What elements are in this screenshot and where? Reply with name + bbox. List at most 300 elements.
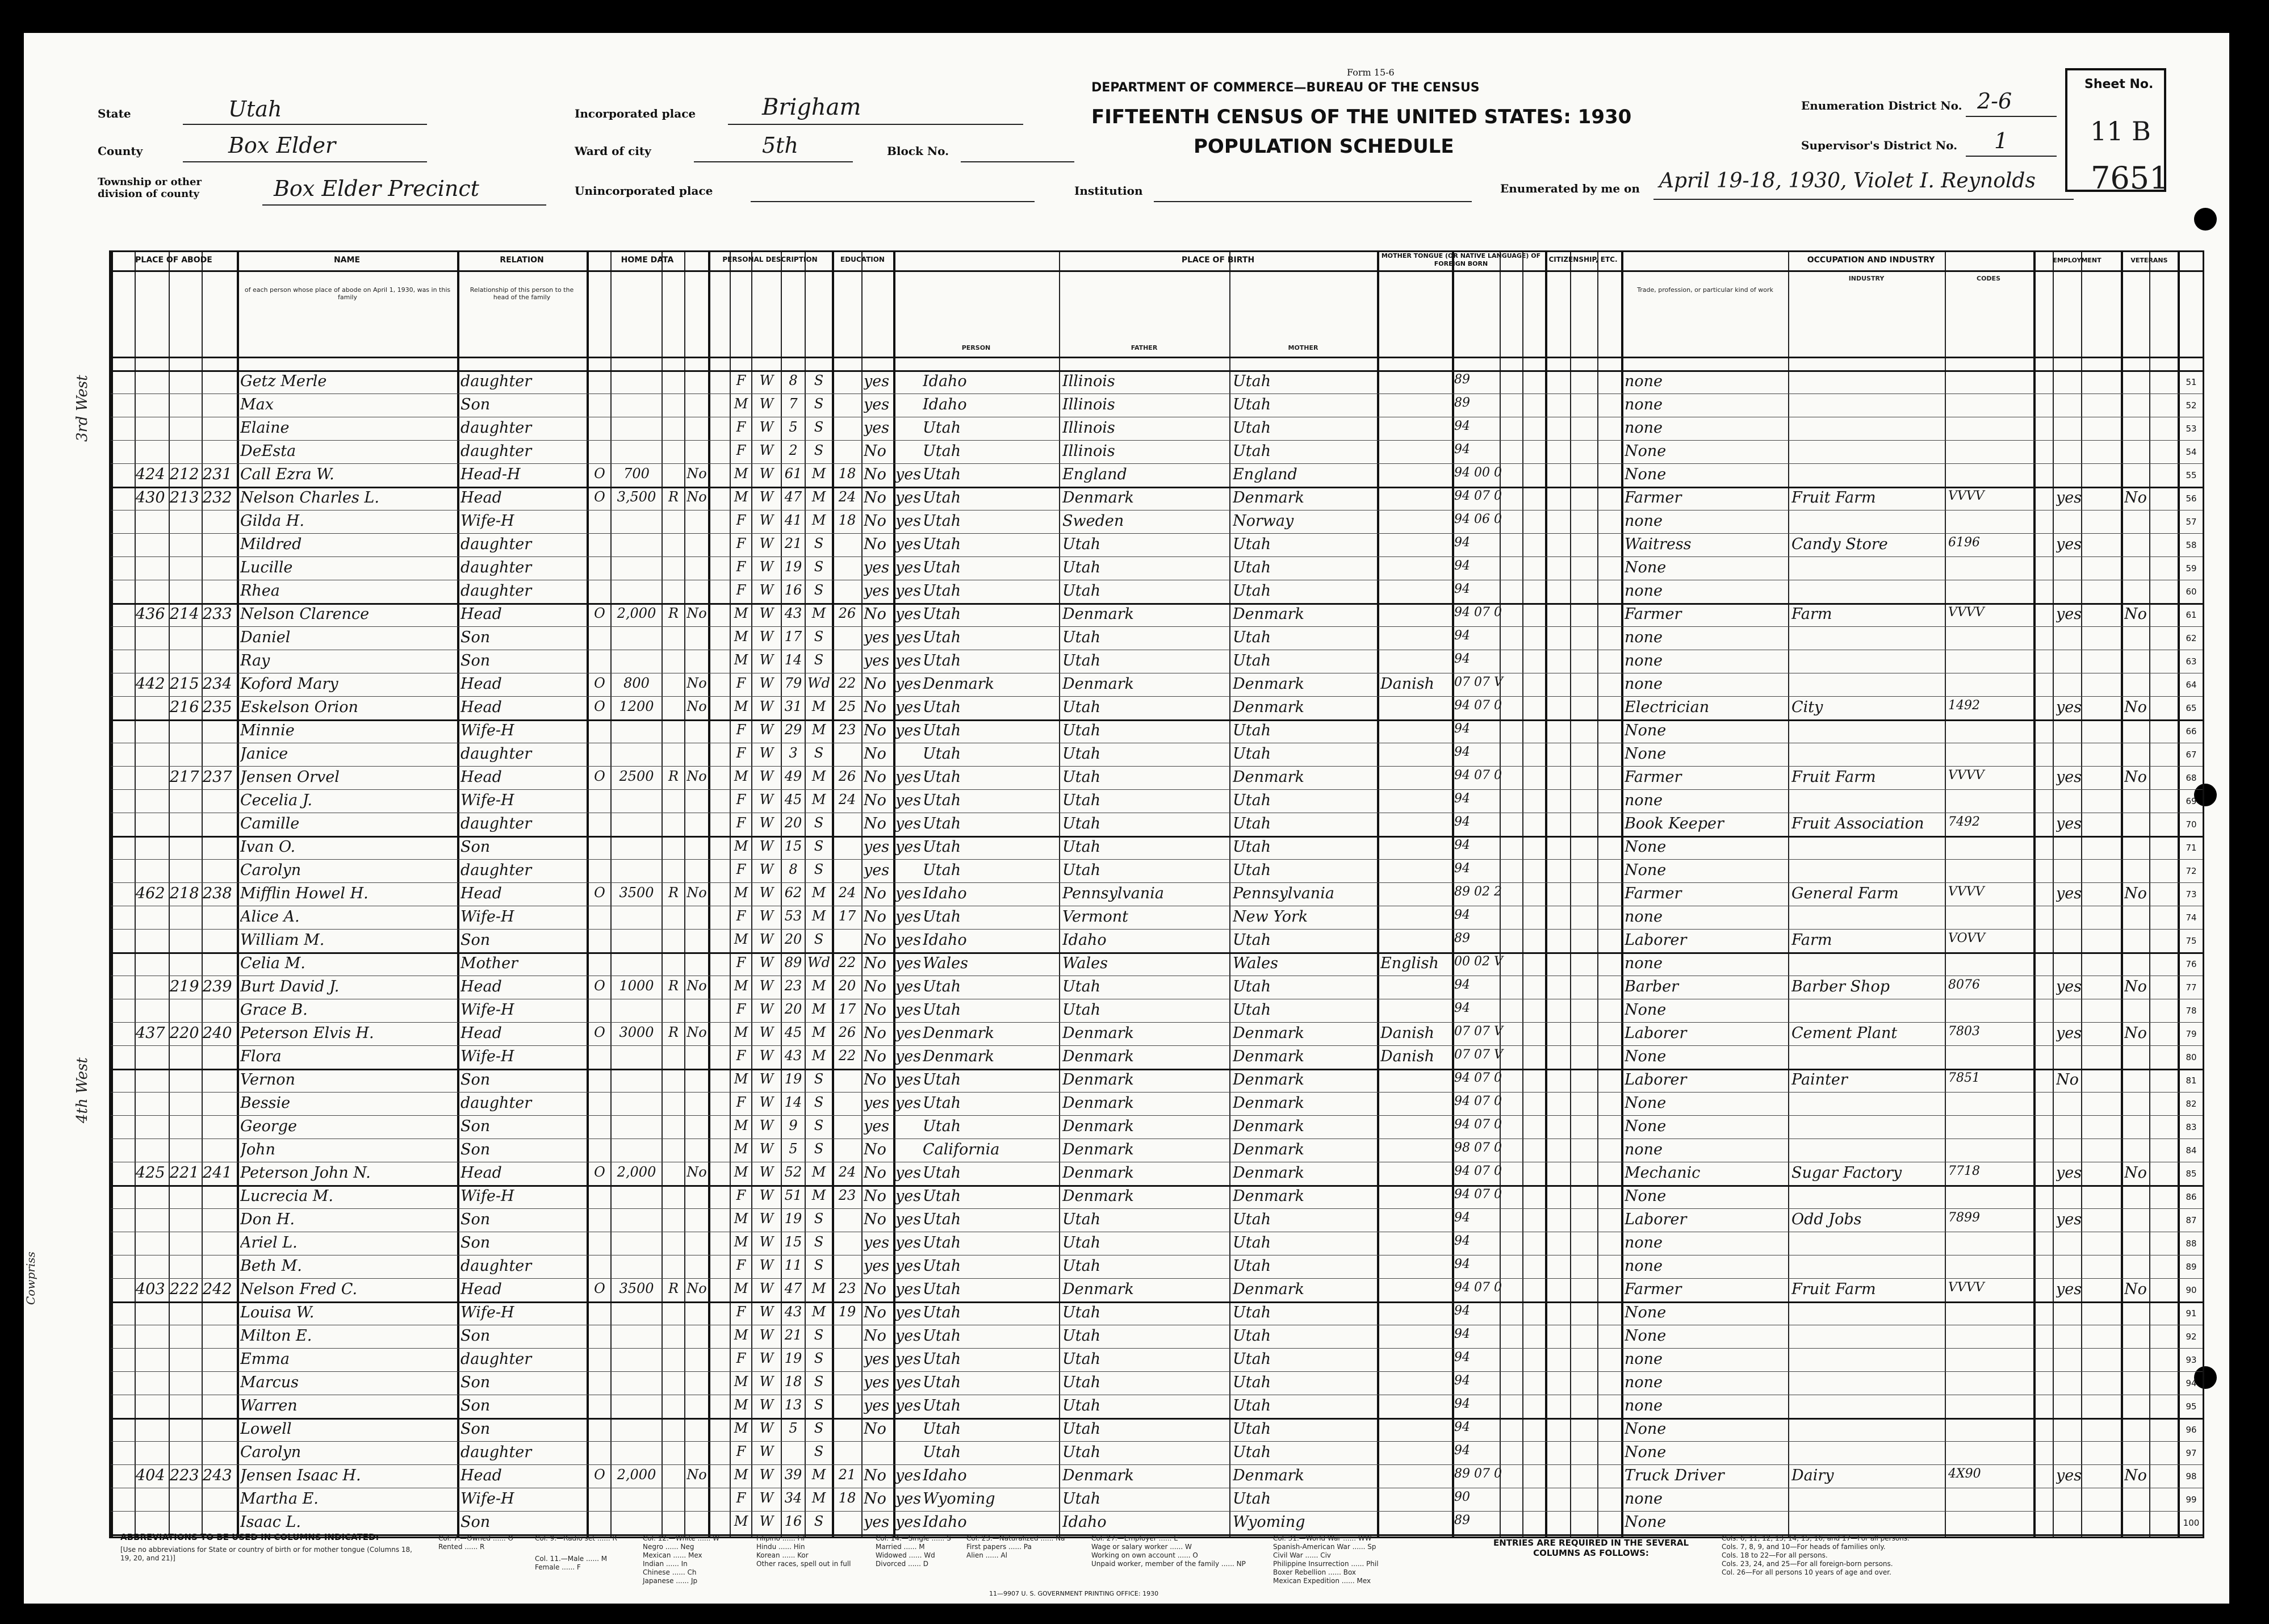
cell-bp: Utah <box>923 1257 961 1275</box>
cell-sex: M <box>734 1467 748 1483</box>
cell-ca: 94 <box>1454 1443 1470 1458</box>
cell-race: W <box>759 535 774 551</box>
cell-fbp: Illinois <box>1062 419 1115 437</box>
cell-emp: yes <box>2056 605 2082 623</box>
cell-ms: S <box>814 559 824 575</box>
cell-am: 24 <box>838 885 856 901</box>
cell-rel: Wife-H <box>461 1304 514 1321</box>
cell-own: O <box>594 978 605 994</box>
cell-rel: Wife-H <box>461 1001 514 1019</box>
cell-f: 237 <box>203 768 232 786</box>
cell-ca: 94 <box>1454 792 1470 806</box>
county-label: County <box>98 144 143 158</box>
form-number: Form 15-6 <box>1347 67 1395 78</box>
group-employment: EMPLOYMENT <box>2053 257 2101 264</box>
cell-ca: 94 <box>1454 1350 1470 1365</box>
cell-rd: yes <box>895 535 922 553</box>
cell-own: O <box>594 1280 605 1296</box>
cell-race: W <box>759 1280 774 1296</box>
cell-age: 47 <box>784 489 802 505</box>
cell-race: W <box>759 1141 774 1157</box>
cell-occ: None <box>1625 745 1667 763</box>
incorporated-label: Incorporated place <box>575 107 696 120</box>
row-number: 52 <box>2186 400 2197 411</box>
unincorporated-label: Unincorporated place <box>575 184 713 198</box>
cell-sch: yes <box>864 372 890 390</box>
cell-f: 231 <box>203 466 232 483</box>
row-number: 94 <box>2186 1378 2197 1388</box>
cell-sex: F <box>736 419 746 435</box>
cell-ca: 98 07 0 <box>1454 1141 1502 1155</box>
cell-sch: No <box>864 1024 886 1042</box>
cell-sch: No <box>864 1211 886 1228</box>
cell-rel: Wife-H <box>461 792 514 809</box>
cell-farm: No <box>686 885 707 901</box>
cell-sch: No <box>864 815 886 832</box>
cell-mbp: Denmark <box>1233 1024 1304 1042</box>
group-mother-tongue: MOTHER TONGUE (OR NATIVE LANGUAGE) OF FOREIGN BORN <box>1381 252 1541 267</box>
cell-rel: Son <box>461 1141 491 1158</box>
binder-hole-top <box>2194 208 2217 231</box>
cell-mbp: Utah <box>1233 652 1271 669</box>
cell-age: 34 <box>784 1490 802 1506</box>
cell-code: 7718 <box>1948 1164 1980 1178</box>
cell-sch: No <box>864 605 886 623</box>
cell-occ: none <box>1625 1234 1663 1252</box>
cell-d: 216 <box>170 698 199 716</box>
cell-race: W <box>759 1513 774 1529</box>
cell-ca: 94 <box>1454 908 1470 922</box>
cell-age: 8 <box>789 372 798 388</box>
cell-rel: Head <box>461 1024 502 1042</box>
cell-rel: Son <box>461 1420 491 1438</box>
cell-am: 26 <box>838 1024 856 1040</box>
cell-ca: 89 <box>1454 372 1470 387</box>
row-number: 75 <box>2186 936 2197 946</box>
cell-sch: No <box>864 535 886 553</box>
cell-race: W <box>759 1397 774 1413</box>
cell-fbp: Utah <box>1062 1211 1101 1228</box>
cell-emp: yes <box>2056 698 2082 716</box>
cell-occ: None <box>1625 1443 1667 1461</box>
cell-occ: Barber <box>1625 978 1679 995</box>
cell-sch: No <box>864 1141 886 1158</box>
cell-bp: Utah <box>923 489 961 507</box>
cell-name: Cecelia J. <box>240 792 312 809</box>
cell-code: 8076 <box>1948 978 1980 992</box>
cell-race: W <box>759 838 774 854</box>
cell-fbp: Denmark <box>1062 1164 1134 1182</box>
cell-h: 430 <box>136 489 165 507</box>
cell-name: George <box>240 1117 297 1135</box>
row-number: 51 <box>2186 377 2197 387</box>
cell-race: W <box>759 512 774 528</box>
cell-age: 20 <box>784 1001 802 1017</box>
cell-name: Call Ezra W. <box>240 466 334 483</box>
cell-ms: S <box>814 1443 824 1459</box>
cell-bp: Denmark <box>923 1048 994 1065</box>
cell-val: 3500 <box>619 1280 654 1296</box>
cell-name: Ray <box>240 652 270 669</box>
cell-fbp: Illinois <box>1062 442 1115 460</box>
cell-code: 7803 <box>1948 1024 1980 1039</box>
cell-rd: yes <box>895 605 922 623</box>
cell-name: William M. <box>240 931 325 949</box>
cell-occ: None <box>1625 466 1667 483</box>
cell-fbp: Utah <box>1062 745 1101 763</box>
cell-mbp: Utah <box>1233 396 1271 413</box>
cell-sex: M <box>734 978 748 994</box>
cell-mbp: Wales <box>1233 955 1278 972</box>
cell-farm: No <box>686 1467 707 1483</box>
cell-ms: M <box>811 908 826 924</box>
cell-fbp: Denmark <box>1062 1024 1134 1042</box>
cell-ms: S <box>814 1234 824 1250</box>
row-number: 80 <box>2186 1052 2197 1062</box>
cell-am: 21 <box>838 1467 856 1483</box>
cell-age: 16 <box>784 1513 802 1529</box>
cell-occ: None <box>1625 1513 1667 1531</box>
footer-col14: Col. 14.—Single ...... S Married ...... M Widowed ...... Wd Divorced ...... D <box>876 1534 951 1568</box>
cell-mbp: Utah <box>1233 1374 1271 1391</box>
supervisor-label: Supervisor's District No. <box>1801 139 1958 152</box>
cell-lang: Danish <box>1380 1024 1435 1042</box>
cell-sex: F <box>736 908 746 924</box>
cell-bp: Utah <box>923 722 961 739</box>
cell-rd: yes <box>895 792 922 809</box>
cell-fbp: Illinois <box>1062 396 1115 413</box>
cell-sch: yes <box>864 1094 890 1112</box>
cell-name: DeEsta <box>240 442 296 460</box>
cell-h: 404 <box>136 1467 165 1484</box>
cell-rd: yes <box>895 582 922 600</box>
cell-age: 11 <box>784 1257 802 1273</box>
printer-line: 11—9907 U. S. GOVERNMENT PRINTING OFFICE: 1930 <box>989 1590 1159 1597</box>
cell-ms: S <box>814 419 824 435</box>
cell-rd: yes <box>895 1304 922 1321</box>
cell-fbp: Denmark <box>1062 1071 1134 1089</box>
cell-mbp: Utah <box>1233 861 1271 879</box>
cell-ms: S <box>814 372 824 388</box>
cell-occ: none <box>1625 1141 1663 1158</box>
cell-name: Getz Merle <box>240 372 327 390</box>
cell-sch: yes <box>864 861 890 879</box>
cell-sch: No <box>864 768 886 786</box>
group-occupation: OCCUPATION AND INDUSTRY <box>1807 256 1935 265</box>
group-education: EDUCATION <box>840 256 885 263</box>
cell-ms: S <box>814 396 824 412</box>
cell-d: 220 <box>170 1024 199 1042</box>
cell-age: 47 <box>784 1280 802 1296</box>
cell-sex: M <box>734 1141 748 1157</box>
cell-name: Peterson Elvis H. <box>240 1024 374 1042</box>
cell-fbp: Sweden <box>1062 512 1124 530</box>
cell-am: 24 <box>838 792 856 807</box>
cell-race: W <box>759 768 774 784</box>
cell-rel: daughter <box>461 815 532 832</box>
row-number: 76 <box>2186 959 2197 969</box>
cell-sex: M <box>734 489 748 505</box>
cell-occ: Waitress <box>1625 535 1692 553</box>
cell-race: W <box>759 489 774 505</box>
cell-fbp: Utah <box>1062 652 1101 669</box>
cell-sex: F <box>736 582 746 598</box>
cell-race: W <box>759 629 774 644</box>
cell-ms: M <box>811 466 826 482</box>
cell-mbp: Denmark <box>1233 1117 1304 1135</box>
row-number: 85 <box>2186 1169 2197 1179</box>
cell-sch: yes <box>864 838 890 856</box>
cell-occ: none <box>1625 675 1663 693</box>
cell-bp: Idaho <box>923 396 967 413</box>
cell-age: 14 <box>784 652 802 668</box>
cell-bp: Utah <box>923 1304 961 1321</box>
subhead-name: of each person whose place of abode on April 1, 1930, was in this family <box>244 286 451 301</box>
cell-sex: F <box>736 1094 746 1110</box>
cell-ca: 90 <box>1454 1490 1470 1504</box>
cell-age: 39 <box>784 1467 802 1483</box>
row-number: 93 <box>2186 1355 2197 1365</box>
cell-rd: yes <box>895 1513 922 1531</box>
cell-name: Daniel <box>240 629 291 646</box>
cell-race: W <box>759 861 774 877</box>
cell-sex: M <box>734 1071 748 1087</box>
cell-name: Lowell <box>240 1420 292 1438</box>
row-number: 92 <box>2186 1332 2197 1342</box>
cell-fbp: Vermont <box>1062 908 1129 926</box>
cell-val: 700 <box>623 466 650 482</box>
cell-sex: M <box>734 629 748 644</box>
cell-ca: 94 <box>1454 629 1470 643</box>
cell-rd: yes <box>895 1490 922 1508</box>
cell-bp: Utah <box>923 792 961 809</box>
cell-lang: Danish <box>1380 1048 1435 1065</box>
cell-occ: none <box>1625 1350 1663 1368</box>
cell-name: Max <box>240 396 274 413</box>
cell-fbp: England <box>1062 466 1127 483</box>
cell-race: W <box>759 1211 774 1227</box>
cell-sex: F <box>736 372 746 388</box>
cell-ca: 94 <box>1454 1374 1470 1388</box>
cell-name: Minnie <box>240 722 295 739</box>
group-place-of-birth: PLACE OF BIRTH <box>1181 256 1255 265</box>
cell-rel: Son <box>461 1117 491 1135</box>
cell-f: 232 <box>203 489 232 507</box>
cell-rel: Son <box>461 1211 491 1228</box>
cell-sex: F <box>736 535 746 551</box>
cell-sex: M <box>734 698 748 714</box>
cell-sch: No <box>864 675 886 693</box>
cell-bp: Utah <box>923 559 961 576</box>
cell-am: 23 <box>838 1187 856 1203</box>
cell-age: 43 <box>784 1304 802 1320</box>
cell-rel: Wife-H <box>461 722 514 739</box>
cell-f: 233 <box>203 605 232 623</box>
cell-bp: Utah <box>923 1117 961 1135</box>
cell-race: W <box>759 442 774 458</box>
cell-bp: California <box>923 1141 1000 1158</box>
cell-emp: yes <box>2056 1467 2082 1484</box>
cell-rd: yes <box>895 489 922 507</box>
cell-occ: Laborer <box>1625 931 1687 949</box>
cell-occ: none <box>1625 582 1663 600</box>
cell-d: 215 <box>170 675 199 693</box>
cell-rel: Son <box>461 629 491 646</box>
cell-code: VVVV <box>1948 1280 1985 1295</box>
cell-emp: yes <box>2056 815 2082 832</box>
cell-mbp: Denmark <box>1233 1071 1304 1089</box>
cell-sch: No <box>864 908 886 926</box>
state-label: State <box>98 107 131 120</box>
cell-race: W <box>759 1234 774 1250</box>
institution-label: Institution <box>1074 184 1143 198</box>
cell-bp: Utah <box>923 1001 961 1019</box>
cell-mbp: Utah <box>1233 1001 1271 1019</box>
enumerated-value: April 19-18, 1930, Violet I. Reynolds <box>1659 169 2036 192</box>
cell-age: 89 <box>784 955 802 970</box>
cell-occ: Truck Driver <box>1625 1467 1724 1484</box>
cell-ms: S <box>814 1071 824 1087</box>
cell-rad: R <box>668 605 679 621</box>
cell-ca: 94 <box>1454 419 1470 433</box>
cell-code: 6196 <box>1948 535 1980 550</box>
cell-bp: Utah <box>923 745 961 763</box>
cell-rel: Head <box>461 1164 502 1182</box>
cell-emp: yes <box>2056 1280 2082 1298</box>
cell-rel: Head <box>461 768 502 786</box>
row-number: 99 <box>2186 1495 2197 1505</box>
cell-fbp: Utah <box>1062 768 1101 786</box>
cell-ca: 94 <box>1454 745 1470 759</box>
cell-occ: None <box>1625 722 1667 739</box>
row-number: 79 <box>2186 1029 2197 1039</box>
abbrev-note: [Use no abbreviations for State or country of birth or for mother tongue (Columns 18, 19, 20, and 21)] <box>120 1546 412 1562</box>
cell-name: Flora <box>240 1048 282 1065</box>
cell-race: W <box>759 1467 774 1483</box>
cell-sch: yes <box>864 1513 890 1531</box>
cell-rel: Head-H <box>461 466 521 483</box>
cell-rad: R <box>668 885 679 901</box>
cell-occ: none <box>1625 955 1663 972</box>
cell-mbp: Denmark <box>1233 1467 1304 1484</box>
cell-ind: Candy Store <box>1791 535 1888 553</box>
row-number: 60 <box>2186 587 2197 597</box>
cell-race: W <box>759 792 774 807</box>
cell-sch: yes <box>864 1374 890 1391</box>
cell-occ: none <box>1625 629 1663 646</box>
cell-own: O <box>594 1164 605 1180</box>
cell-vet: No <box>2124 698 2147 716</box>
cell-occ: Book Keeper <box>1625 815 1724 832</box>
cell-val: 2500 <box>619 768 654 784</box>
cell-age: 16 <box>784 582 802 598</box>
cell-mbp: Utah <box>1233 1490 1271 1508</box>
cell-bp: Idaho <box>923 1467 967 1484</box>
cell-farm: No <box>686 605 707 621</box>
row-number: 87 <box>2186 1215 2197 1225</box>
schedule-title: POPULATION SCHEDULE <box>1194 135 1454 158</box>
cell-race: W <box>759 908 774 924</box>
cell-name: Alice A. <box>240 908 300 926</box>
cell-rel: Head <box>461 1467 502 1484</box>
row-number: 66 <box>2186 726 2197 736</box>
cell-race: W <box>759 722 774 738</box>
cell-name: Elaine <box>240 419 290 437</box>
cell-sch: yes <box>864 652 890 669</box>
cell-ca: 94 06 0 <box>1454 512 1502 526</box>
cell-race: W <box>759 1048 774 1064</box>
cell-fbp: Illinois <box>1062 372 1115 390</box>
cell-sch: No <box>864 512 886 530</box>
cell-farm: No <box>686 1164 707 1180</box>
cell-race: W <box>759 396 774 412</box>
cell-ms: S <box>814 1257 824 1273</box>
cell-ca: 94 <box>1454 1211 1470 1225</box>
cell-sch: yes <box>864 1117 890 1135</box>
cell-am: 17 <box>838 908 856 924</box>
cell-rd: yes <box>895 652 922 669</box>
cell-rel: Son <box>461 1234 491 1252</box>
margin-note-bottom: Cowpriss <box>24 1252 37 1305</box>
cell-val: 2,000 <box>617 1467 656 1483</box>
cell-h: 403 <box>136 1280 165 1298</box>
row-number: 100 <box>2183 1518 2200 1528</box>
incorporated-value: Brigham <box>762 94 861 120</box>
cell-rel: Son <box>461 1327 491 1345</box>
group-name: NAME <box>333 256 361 265</box>
subhead-relation: Relationship of this person to the head of the family <box>470 286 574 301</box>
cell-h: 442 <box>136 675 165 693</box>
cell-ca: 00 02 V <box>1454 955 1503 969</box>
cell-name: Martha E. <box>240 1490 319 1508</box>
cell-code: 7851 <box>1948 1071 1980 1085</box>
subhead-mother: MOTHER <box>1288 344 1318 351</box>
cell-sch: No <box>864 1490 886 1508</box>
cell-rel: Wife-H <box>461 1048 514 1065</box>
cell-sex: F <box>736 955 746 970</box>
cell-fbp: Utah <box>1062 698 1101 716</box>
cell-d: 223 <box>170 1467 199 1484</box>
cell-mbp: Utah <box>1233 838 1271 856</box>
cell-fbp: Utah <box>1062 629 1101 646</box>
cell-rd: yes <box>895 1211 922 1228</box>
cell-sch: No <box>864 978 886 995</box>
cell-rad: R <box>668 1280 679 1296</box>
cell-ind: Sugar Factory <box>1791 1164 1902 1182</box>
cell-name: Rhea <box>240 582 280 600</box>
cell-sch: No <box>864 489 886 507</box>
row-number: 55 <box>2186 470 2197 480</box>
cell-age: 79 <box>784 675 802 691</box>
cell-mbp: Utah <box>1233 1327 1271 1345</box>
cell-fbp: Denmark <box>1062 489 1134 507</box>
cell-ms: M <box>811 1187 826 1203</box>
cell-rel: daughter <box>461 1350 532 1368</box>
cell-ms: M <box>811 1164 826 1180</box>
row-number: 89 <box>2186 1262 2197 1272</box>
row-number: 64 <box>2186 680 2197 690</box>
cell-fbp: Denmark <box>1062 1467 1134 1484</box>
cell-sch: No <box>864 698 886 716</box>
cell-rd: yes <box>895 768 922 786</box>
cell-sch: yes <box>864 629 890 646</box>
cell-bp: Idaho <box>923 1513 967 1531</box>
subhead-codes: CODES <box>1977 275 2000 282</box>
cell-rd: yes <box>895 815 922 832</box>
cell-sch: No <box>864 1467 886 1484</box>
cell-rel: daughter <box>461 535 532 553</box>
cell-fbp: Denmark <box>1062 1117 1134 1135</box>
